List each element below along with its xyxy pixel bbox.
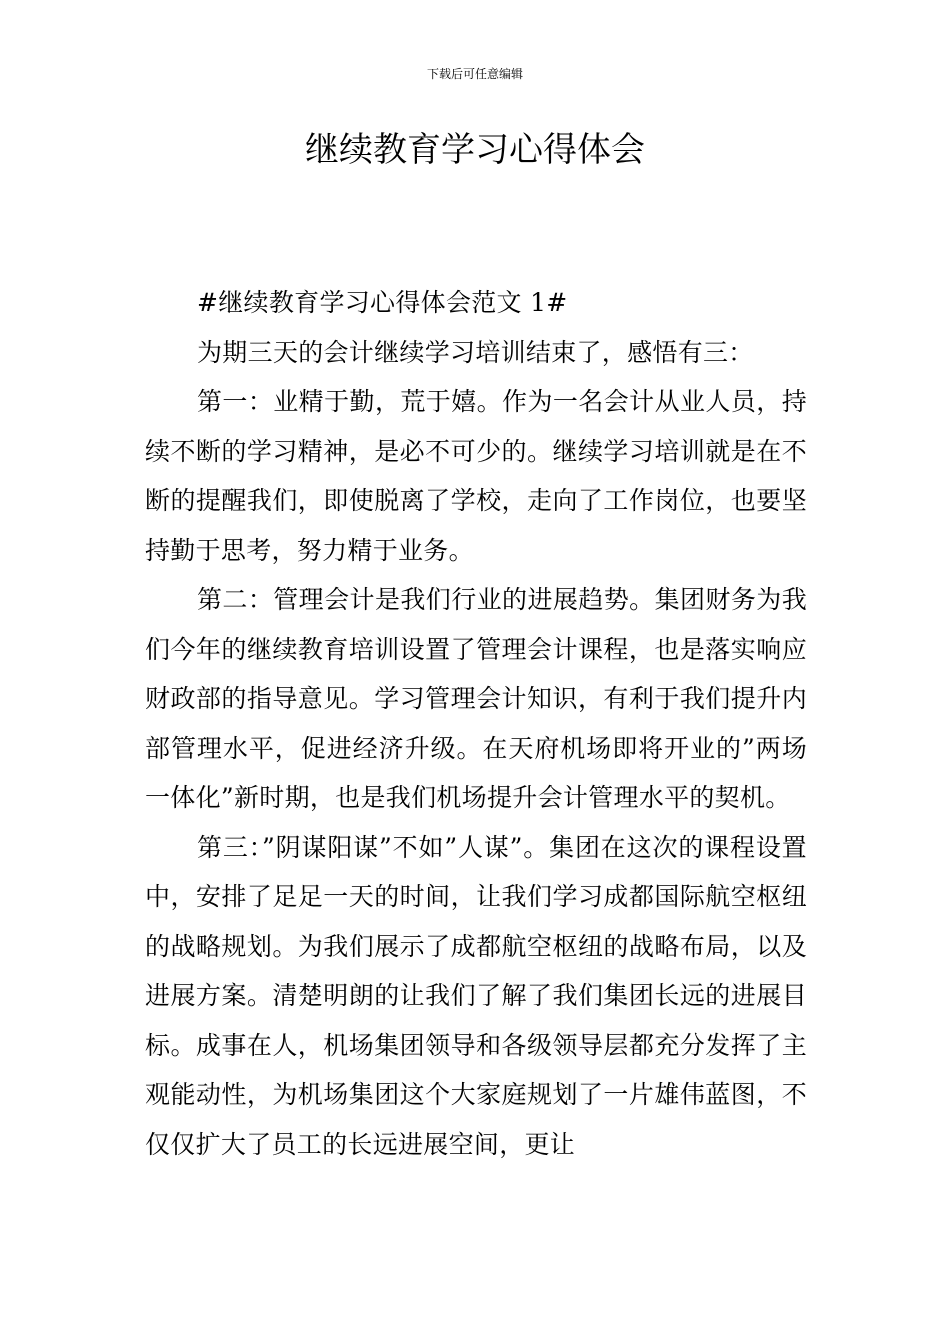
paragraph-point-one: 第一：业精于勤，荒于嬉。作为一名会计从业人员，持续不断的学习精神，是必不可少的。继续学习培训就是在不断的提醒我们，即使脱离了学校，走向了工作岗位，也要坚持勤于思考，努力精于业务。 <box>145 387 807 565</box>
document-title: 继续教育学习心得体会 <box>305 130 645 170</box>
document-body <box>145 278 807 1169</box>
paragraph-point-two: 第二：管理会计是我们行业的进展趋势。集团财务为我们今年的继续教育培训设置了管理会计课程，也是落实响应财政部的指导意见。学习管理会计知识，有利于我们提升内部管理水平，促进经济升级。在天府机场即将开业的”两场一体化”新时期，也是我们机场提升会计管理水平的契机。 <box>145 585 807 812</box>
paragraph-section-heading: #继续教育学习心得体会范文 1# <box>197 288 568 317</box>
paragraph-point-three: 第三：”阴谋阳谋”不如”人谋”。集团在这次的课程设置中，安排了足足一天的时间，让我们学习成都国际航空枢纽的战略规划。为我们展示了成都航空枢纽的战略布局，以及进展方案。清楚明朗的让我们了解了我们集团长远的进展目标。成事在人，机场集团领导和各级领导层都充分发挥了主观能动性，为机场集团这个大家庭规划了一片雄伟蓝图，不仅仅扩大了员工的长远进展空间，更让 <box>145 832 807 1159</box>
page-header-note: 下载后可任意编辑 <box>426 67 523 81</box>
paragraph-intro: 为期三天的会计继续学习培训结束了，感悟有三： <box>197 337 754 367</box>
